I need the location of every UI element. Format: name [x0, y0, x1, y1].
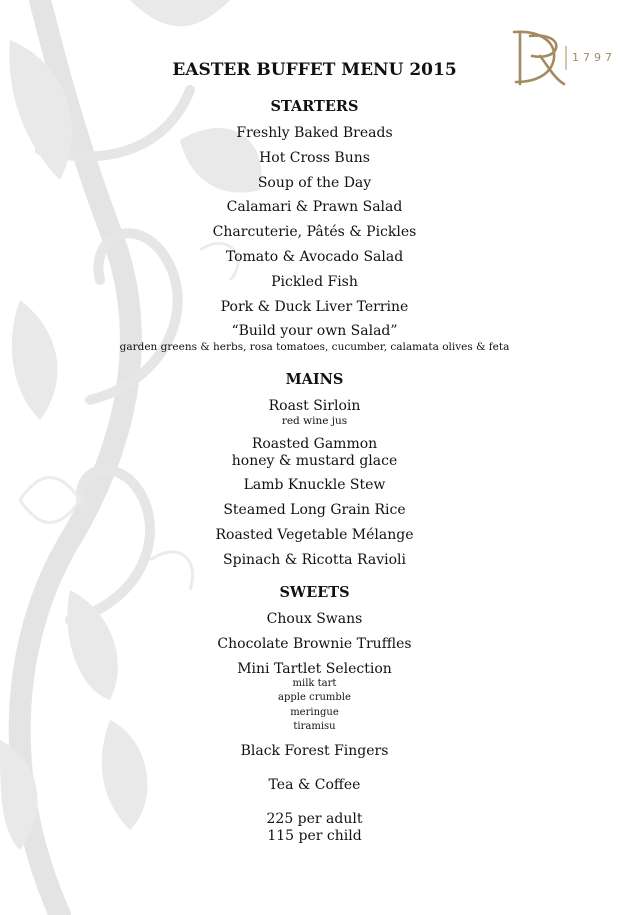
menu-item: Tea & Coffee: [268, 777, 361, 793]
tartlet-option: tiramisu: [293, 721, 336, 732]
price-child: 115 per child: [267, 828, 362, 844]
menu-item: “Build your own Salad”: [231, 323, 398, 339]
menu-item: Black Forest Fingers: [240, 743, 389, 759]
menu-item: Mini Tartlet Selection: [237, 661, 392, 677]
section-heading-starters: STARTERS: [270, 98, 359, 115]
section-heading-sweets: SWEETS: [279, 584, 350, 601]
menu-item: Spinach & Ricotta Ravioli: [223, 552, 406, 568]
menu-item: Tomato & Avocado Salad: [225, 249, 404, 265]
price-adult: 225 per adult: [266, 811, 363, 827]
menu-item: Pork & Duck Liver Terrine: [220, 299, 409, 315]
menu-item: Pickled Fish: [271, 274, 358, 290]
menu-item-note: honey & mustard glace: [231, 453, 398, 469]
section-heading-mains: MAINS: [285, 371, 344, 388]
menu-item: Chocolate Brownie Truffles: [217, 636, 412, 652]
menu-item-note: red wine jus: [281, 415, 348, 427]
menu-item: Roasted Gammon: [251, 436, 378, 452]
menu-item: Charcuterie, Pâtés & Pickles: [212, 224, 417, 240]
menu-item: Calamari & Prawn Salad: [226, 199, 403, 215]
tartlet-option: milk tart: [292, 678, 337, 689]
menu-item: Steamed Long Grain Rice: [223, 502, 406, 518]
menu-item-note: garden greens & herbs, rosa tomatoes, cucumber, calamata olives & feta: [119, 341, 510, 353]
tartlet-option: apple crumble: [278, 692, 351, 703]
menu-item: Hot Cross Buns: [259, 150, 370, 166]
brand-year: 1797: [572, 51, 616, 64]
menu-item: Roast Sirloin: [268, 398, 361, 414]
menu-title: EASTER BUFFET MENU 2015: [172, 60, 457, 80]
menu-item: Freshly Baked Breads: [236, 125, 393, 141]
menu-item: Soup of the Day: [257, 175, 372, 191]
menu-item: Lamb Knuckle Stew: [243, 477, 386, 493]
tartlet-option: meringue: [290, 707, 339, 718]
menu-item: Roasted Vegetable Mélange: [215, 527, 414, 543]
menu-item: Choux Swans: [266, 611, 363, 627]
